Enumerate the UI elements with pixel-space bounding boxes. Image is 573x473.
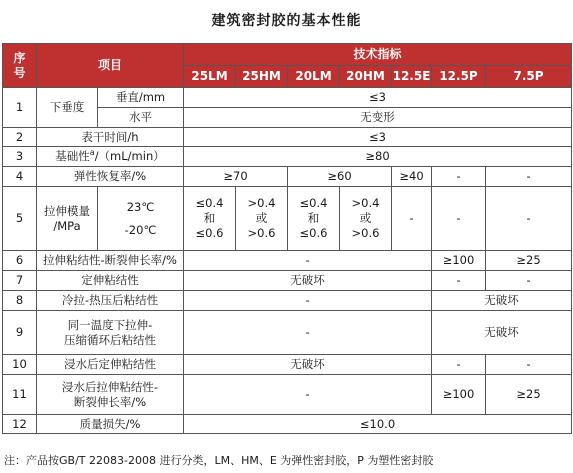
grade-20hm: 20HM	[340, 66, 392, 88]
row-value: ≥60	[288, 167, 392, 187]
grade-12-5p: 12.5P	[432, 66, 486, 88]
row-item: 弹性恢复率/%	[37, 167, 184, 187]
row-value: -	[486, 167, 572, 187]
grade-20lm: 20LM	[288, 66, 340, 88]
row-no: 8	[3, 291, 37, 311]
row-value: ≥25	[486, 375, 572, 415]
row-item: 质量损失/%	[37, 415, 184, 434]
row-no: 12	[3, 415, 37, 434]
row-value: ≥70	[184, 167, 288, 187]
row-value: ≥40	[392, 167, 432, 187]
grade-7-5p: 7.5P	[486, 66, 572, 88]
properties-table	[2, 43, 572, 434]
table-row	[3, 311, 572, 355]
row-value: 无破坏	[432, 291, 572, 311]
row-value: ≥25	[486, 251, 572, 271]
table-row	[3, 415, 572, 434]
row-value: -	[184, 375, 432, 415]
row-no: 11	[3, 375, 37, 415]
table-row	[3, 251, 572, 271]
row-value: -	[432, 187, 486, 251]
row-value: ≤3	[184, 128, 572, 147]
table-row	[3, 128, 572, 147]
row-value: ≤10.0	[184, 415, 572, 434]
row-value: -	[486, 355, 572, 375]
row-item: 基础性$^a$/（mL/min）	[37, 147, 184, 167]
row-value: 无破坏	[432, 311, 572, 355]
row-no: 7	[3, 271, 37, 291]
row-value: >0.4 或 >0.6	[340, 187, 392, 251]
grade-25hm: 25HM	[236, 66, 288, 88]
row-item: 浸水后定伸粘结性	[37, 355, 184, 375]
row-subitem: 水平	[98, 108, 184, 128]
row-value: -	[392, 187, 432, 251]
header-spec: 技术指标	[184, 44, 572, 66]
row-value: ≤0.4 和 ≤0.6	[288, 187, 340, 251]
row-value: -	[486, 187, 572, 251]
grade-12-5e: 12.5E	[392, 66, 432, 88]
row-no: 4	[3, 167, 37, 187]
row-no: 5	[3, 187, 37, 251]
row-value: -	[184, 311, 432, 355]
row-value: -	[486, 271, 572, 291]
row-value: ≥100	[432, 375, 486, 415]
row-no: 6	[3, 251, 37, 271]
row-no: 9	[3, 311, 37, 355]
row-no: 10	[3, 355, 37, 375]
row-value: ≤0.4 和 ≤0.6	[184, 187, 236, 251]
table-row	[3, 167, 572, 187]
table-row	[3, 355, 572, 375]
row-value: -	[184, 251, 432, 271]
row-value: 无变形	[184, 108, 572, 128]
header-no: 序 号	[3, 44, 37, 88]
row-no: 3	[3, 147, 37, 167]
row-item: 拉伸粘结性-断裂伸长率/%	[37, 251, 184, 271]
row-item: 定伸粘结性	[37, 271, 184, 291]
row-value: ≥100	[432, 251, 486, 271]
row-value: ≥80	[184, 147, 572, 167]
header-item: 项目	[37, 44, 184, 88]
row-item: 拉伸模量 /MPa	[37, 187, 98, 251]
table-row	[3, 375, 572, 415]
table-row	[3, 187, 572, 251]
table-title: 建筑密封胶的基本性能	[211, 13, 362, 29]
grade-25lm: 25LM	[184, 66, 236, 88]
row-item: 同一温度下拉伸- 压缩循环后粘结性	[37, 311, 184, 355]
row-no: 2	[3, 128, 37, 147]
row-value: -	[432, 355, 486, 375]
row-value: 无破坏	[184, 355, 432, 375]
row-item: 浸水后拉伸粘结性- 断裂伸长率/%	[37, 375, 184, 415]
table-row	[3, 88, 572, 108]
table-row	[3, 271, 572, 291]
table-row	[3, 291, 572, 311]
row-item: 冷拉-热压后粘结性	[37, 291, 184, 311]
row-item: 下垂度	[37, 88, 98, 128]
row-no: 1	[3, 88, 37, 128]
row-subitem: 垂直/mm	[98, 88, 184, 108]
row-value: -	[184, 291, 432, 311]
row-item: 表干时间/h	[37, 128, 184, 147]
row-value: 无破坏	[184, 271, 432, 291]
row-value: -	[432, 271, 486, 291]
table-row	[3, 147, 572, 167]
row-value: >0.4 或 >0.6	[236, 187, 288, 251]
row-subitem: 23℃ -20℃	[98, 187, 184, 251]
footnote: 注：产品按GB/T 22083-2008 进行分类，LM、HM、E 为弹性密封胶，P 为塑性密封胶	[4, 454, 434, 467]
row-value: ≤3	[184, 88, 572, 108]
row-value: -	[432, 167, 486, 187]
